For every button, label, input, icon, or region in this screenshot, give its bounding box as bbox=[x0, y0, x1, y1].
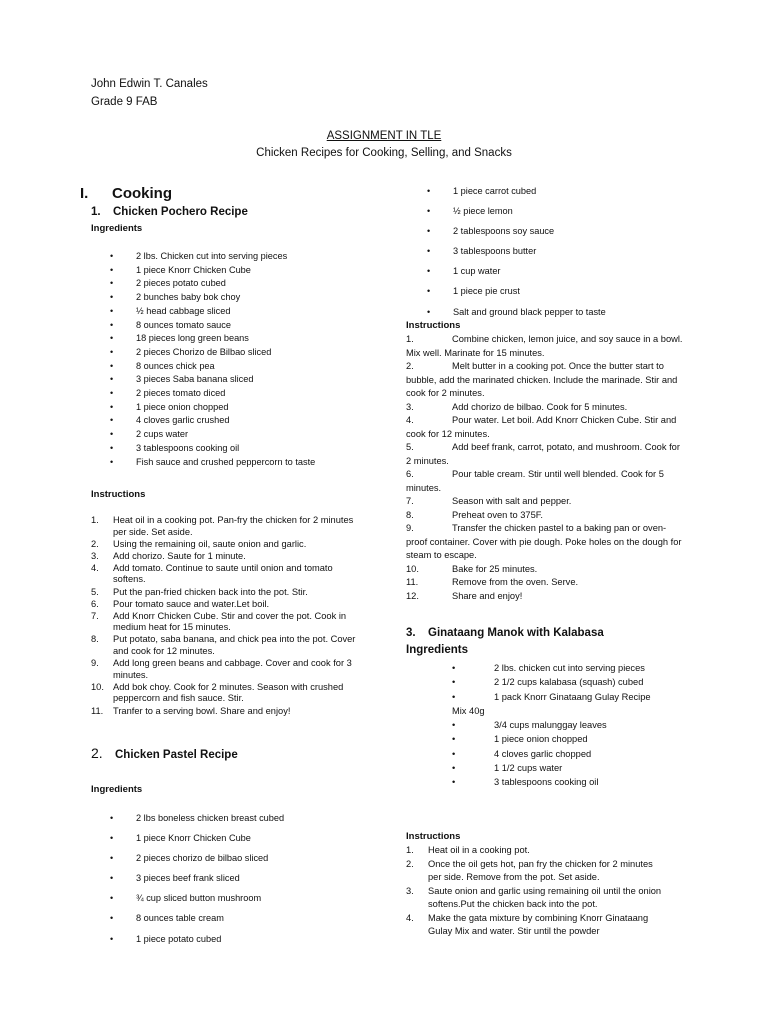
step-number: 1. bbox=[406, 845, 414, 855]
recipe-1-title bbox=[91, 206, 248, 218]
step-number: 3. bbox=[406, 401, 414, 412]
step-text-continued: oven-proof container. Cover with pie dough. Poke holes on the dough for steam to escape. bbox=[406, 523, 682, 560]
ingredient-item: • 2 cups water bbox=[110, 428, 390, 442]
step-text: Add chorizo. Saute for 1 minute. bbox=[113, 550, 246, 561]
recipe-2-instructions-label: Instructions bbox=[406, 320, 461, 331]
ingredient-item: • 2 pieces tomato diced bbox=[110, 387, 390, 401]
step-number: 1. bbox=[406, 334, 414, 344]
section-number: I. bbox=[80, 185, 89, 202]
ingredient-item: • 1 piece potato cubed bbox=[110, 933, 390, 945]
instruction-step bbox=[406, 414, 686, 441]
step-text: Saute onion and garlic using remaining oil until the onion softens.Put the chicken back into the pot. bbox=[428, 885, 662, 909]
ingredient-text: 4 cloves garlic chopped bbox=[494, 748, 592, 759]
ingredient-item: • 3 tablespoons butter bbox=[427, 245, 707, 257]
step-text: Add Knorr Chicken Cube. Stir and cover the pot. Cook in medium heat for 15 minutes. bbox=[113, 610, 347, 633]
instruction-step bbox=[406, 468, 686, 495]
step-text: Pour water. Let boil. Add Knorr Chicken Cube. bbox=[452, 415, 642, 425]
ingredient-item: • 8 ounces chick pea bbox=[110, 360, 390, 374]
ingredient-text: 3/4 cups malunggay leaves bbox=[494, 720, 607, 731]
instruction-step bbox=[406, 844, 668, 858]
ingredient-text: 2 lbs. chicken cut into serving pieces bbox=[494, 663, 645, 673]
ingredient-item bbox=[452, 747, 692, 761]
ingredient-item: • 2 bunches baby bok choy bbox=[110, 291, 390, 305]
step-number: 2. bbox=[406, 858, 414, 869]
step-number: 6. bbox=[406, 469, 414, 479]
ingredient-text: 1 piece onion chopped bbox=[494, 734, 588, 745]
recipe-1-instructions-list bbox=[91, 515, 359, 718]
step-text: Melt butter in a cooking pot. Once the butter bbox=[452, 361, 633, 371]
instruction-step bbox=[406, 590, 686, 604]
ingredient-item: • ¾ cup sliced button mushroom bbox=[110, 892, 390, 904]
step-number: 8. bbox=[91, 634, 99, 645]
step-text: Pour tomato sauce and water.Let boil. bbox=[113, 598, 270, 609]
instruction-step bbox=[406, 509, 686, 523]
recipe-2-title bbox=[91, 745, 238, 761]
instruction-step bbox=[91, 658, 359, 681]
recipe-1-instructions-label: Instructions bbox=[91, 489, 146, 500]
ingredient-text: 2 1/2 cups kalabasa (squash) cubed bbox=[494, 677, 644, 688]
step-number: 5. bbox=[91, 586, 99, 597]
instruction-step bbox=[406, 495, 686, 509]
ingredient-text: 1 1/2 cups water bbox=[494, 763, 563, 774]
step-number: 5. bbox=[406, 442, 414, 452]
recipe-2-ingredients-label: Ingredients bbox=[91, 784, 143, 795]
instruction-step bbox=[91, 539, 359, 551]
assignment-title: ASSIGNMENT IN TLE bbox=[326, 130, 442, 142]
step-text-continued: start to bubble, add the marinated chicken. Include the marinade. Stir and cook for 2 minutes. bbox=[406, 361, 678, 398]
ingredient-item bbox=[452, 718, 692, 732]
recipe-1-name: Chicken Pochero Recipe bbox=[113, 206, 248, 218]
student-name: John Edwin T. Canales bbox=[91, 78, 208, 90]
recipe-3-name: Ginataang Manok with Kalabasa bbox=[428, 627, 604, 639]
ingredient-text: 3 tablespoons cooking oil bbox=[494, 777, 599, 788]
step-number: 9. bbox=[406, 523, 414, 533]
ingredient-item: • 3 pieces beef frank sliced bbox=[110, 872, 390, 884]
step-number: 3. bbox=[406, 885, 414, 896]
instruction-step bbox=[406, 333, 686, 360]
step-text-continued: Cook for 2 minutes. bbox=[406, 442, 680, 466]
instruction-step bbox=[91, 515, 359, 538]
instruction-step bbox=[406, 360, 686, 401]
step-number: 2. bbox=[406, 361, 414, 371]
instruction-step bbox=[91, 706, 359, 718]
ingredient-item: • 2 lbs. Chicken cut into serving pieces bbox=[110, 250, 390, 264]
ingredient-item: • 2 pieces potato cubed bbox=[110, 277, 390, 291]
step-number: 10. bbox=[406, 563, 419, 574]
step-number: 3. bbox=[91, 550, 99, 561]
step-number: 9. bbox=[91, 658, 99, 669]
instruction-step bbox=[406, 885, 668, 912]
instruction-step bbox=[406, 576, 686, 590]
instruction-step bbox=[91, 599, 359, 611]
step-text: Put potato, saba banana, and chick pea into the pot. Cover and cook for 12 minutes. bbox=[113, 634, 356, 657]
step-number: 7. bbox=[91, 610, 99, 621]
ingredient-text-continued: Mix 40g bbox=[452, 705, 485, 716]
student-grade: Grade 9 FAB bbox=[91, 96, 158, 108]
section-title: Cooking bbox=[112, 185, 172, 202]
step-text: Using the remaining oil, saute onion and garlic. bbox=[113, 538, 307, 549]
recipe-2-ingredients-list-left bbox=[110, 812, 390, 953]
ingredient-item: • 1 piece Knorr Chicken Cube bbox=[110, 832, 390, 844]
ingredient-item bbox=[452, 675, 692, 689]
step-text: Pour table cream. Stir until well blended. Cook bbox=[452, 469, 643, 479]
recipe-3-ingredients-list bbox=[452, 661, 692, 790]
step-text: Add tomato. Continue to saute until onion and tomato softens. bbox=[113, 562, 333, 585]
recipe-3-number: 3. bbox=[406, 627, 416, 639]
step-number: 4. bbox=[406, 912, 414, 923]
ingredient-item: • ½ head cabbage sliced bbox=[110, 305, 390, 319]
instruction-step bbox=[406, 858, 668, 885]
recipe-3-instructions-list bbox=[406, 844, 668, 939]
instruction-step bbox=[91, 563, 359, 586]
recipe-1-number: 1. bbox=[91, 206, 101, 218]
ingredient-text: 1 pack Knorr Ginataang Gulay Recipe bbox=[494, 691, 651, 702]
step-text-continued: Stir and cook for 12 minutes. bbox=[406, 415, 677, 439]
recipe-1-ingredients-list bbox=[110, 250, 390, 469]
ingredient-item: • 18 pieces long green beans bbox=[110, 332, 390, 346]
ingredient-item bbox=[452, 690, 692, 719]
ingredient-item bbox=[452, 775, 692, 789]
ingredient-item: • 2 lbs boneless chicken breast cubed bbox=[110, 812, 390, 824]
step-number: 4. bbox=[406, 415, 414, 425]
assignment-subtitle: Chicken Recipes for Cooking, Selling, and Snacks bbox=[256, 147, 512, 159]
step-number: 7. bbox=[406, 496, 414, 506]
ingredient-item: • 3 tablespoons cooking oil bbox=[110, 442, 390, 456]
recipe-3-title bbox=[406, 627, 604, 639]
step-text: Tranfer to a serving bowl. Share and enjoy! bbox=[113, 705, 291, 716]
step-text-continued: bowl. Mix well. Marinate for 15 minutes. bbox=[406, 334, 683, 358]
instruction-step bbox=[91, 634, 359, 657]
step-text: Heat oil in a cooking pot. bbox=[428, 845, 530, 855]
ingredient-item: • 4 cloves garlic crushed bbox=[110, 414, 390, 428]
instruction-step bbox=[406, 563, 686, 577]
step-text: Make the gata mixture by combining Knorr Ginataang Gulay Mix and water. Stir until the powder bbox=[428, 912, 649, 936]
ingredient-item: • 1 cup water bbox=[427, 265, 707, 277]
instruction-step bbox=[406, 441, 686, 468]
recipe-3-ingredients-label: Ingredients bbox=[406, 644, 468, 656]
ingredient-item: • 8 ounces tomato sauce bbox=[110, 319, 390, 333]
step-text: Bake for 25 minutes. bbox=[452, 563, 538, 574]
ingredient-item: • 2 pieces Chorizo de Bilbao sliced bbox=[110, 346, 390, 360]
ingredient-item: • 1 piece Knorr Chicken Cube bbox=[110, 264, 390, 278]
instruction-step bbox=[406, 401, 686, 415]
ingredient-item: • Salt and ground black pepper to taste bbox=[427, 306, 707, 318]
step-text: Add long green beans and cabbage. Cover and cook for 3 minutes. bbox=[113, 658, 352, 680]
step-text: Transfer the chicken pastel to a baking pan or bbox=[452, 523, 641, 533]
instruction-step bbox=[91, 587, 359, 599]
ingredient-item: • ½ piece lemon bbox=[427, 205, 707, 217]
step-number: 11. bbox=[406, 577, 419, 587]
recipe-1-ingredients-label: Ingredients bbox=[91, 223, 143, 234]
step-number: 11. bbox=[91, 705, 104, 716]
recipe-2-ingredients-list-right bbox=[427, 185, 707, 326]
step-number: 2. bbox=[91, 538, 99, 549]
ingredient-item bbox=[452, 661, 692, 675]
recipe-2-instructions-list bbox=[406, 333, 686, 603]
step-text: Remove from the oven. Serve. bbox=[452, 577, 579, 587]
ingredient-item: • 3 pieces Saba banana sliced bbox=[110, 373, 390, 387]
ingredient-item: • 1 piece onion chopped bbox=[110, 401, 390, 415]
ingredient-item bbox=[452, 732, 692, 746]
step-number: 6. bbox=[91, 598, 99, 609]
step-text: Add bok choy. Cook for 2 minutes. Season with crushed peppercorn and fish sauce. Stir. bbox=[113, 681, 344, 704]
step-number: 10. bbox=[91, 681, 104, 692]
step-text: Add chorizo de bilbao. Cook for 5 minutes. bbox=[452, 401, 628, 412]
step-text: Heat oil in a cooking pot. Pan-fry the chicken for 2 minutes per side. Set aside. bbox=[113, 515, 354, 537]
instruction-step bbox=[406, 912, 668, 939]
step-number: 12. bbox=[406, 590, 419, 601]
ingredient-item bbox=[452, 761, 692, 775]
step-text: Preheat oven to 375F. bbox=[452, 509, 543, 520]
instruction-step bbox=[406, 522, 686, 563]
recipe-3-instructions-label: Instructions bbox=[406, 831, 461, 842]
ingredient-item: • 1 piece carrot cubed bbox=[427, 185, 707, 197]
step-text: Put the pan-fried chicken back into the pot. Stir. bbox=[113, 586, 308, 597]
step-text: Season with salt and pepper. bbox=[452, 496, 572, 506]
step-text: Share and enjoy! bbox=[452, 590, 523, 601]
recipe-2-number: 2. bbox=[91, 745, 103, 761]
step-text: Combine chicken, lemon juice, and soy sauce in a bbox=[452, 334, 659, 344]
instruction-step bbox=[91, 611, 359, 634]
instruction-step bbox=[91, 551, 359, 563]
step-text: Once the oil gets hot, pan fry the chicken for 2 minutes per side. Remove from the pot. Set aside. bbox=[428, 858, 653, 882]
step-text: Add beef frank, carrot, potato, and mushroom. bbox=[452, 442, 643, 452]
recipe-2-name: Chicken Pastel Recipe bbox=[115, 749, 238, 761]
step-number: 1. bbox=[91, 515, 99, 525]
instruction-step bbox=[91, 682, 359, 705]
section-heading bbox=[80, 185, 172, 202]
ingredient-item: • Fish sauce and crushed peppercorn to taste bbox=[110, 456, 390, 470]
ingredient-item: • 2 tablespoons soy sauce bbox=[427, 225, 707, 237]
ingredient-item: • 2 pieces chorizo de bilbao sliced bbox=[110, 852, 390, 864]
step-text-continued: for 5 minutes. bbox=[406, 469, 664, 493]
ingredient-item: • 8 ounces table cream bbox=[110, 912, 390, 924]
step-number: 8. bbox=[406, 509, 414, 520]
step-number: 4. bbox=[91, 562, 99, 573]
ingredient-item: • 1 piece pie crust bbox=[427, 285, 707, 297]
